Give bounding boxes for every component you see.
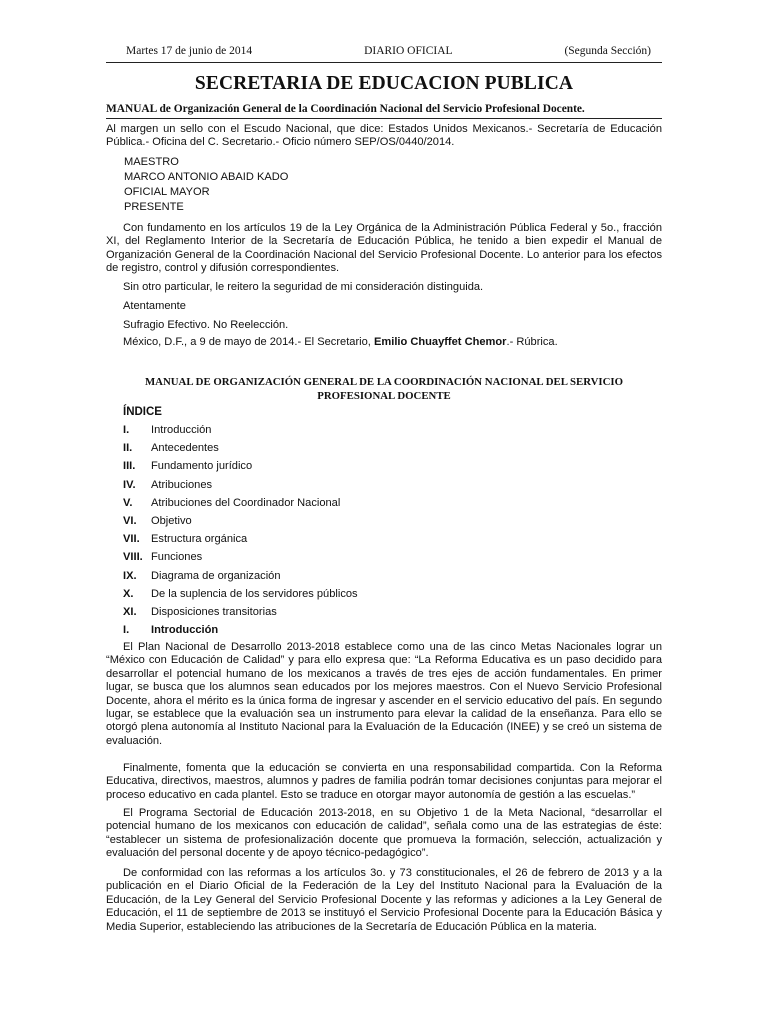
- index-item: [123, 460, 483, 478]
- address-line: PRESENTE: [124, 201, 184, 213]
- index-label: Disposiciones transitorias: [151, 605, 277, 618]
- index-label: Estructura orgánica: [151, 533, 248, 546]
- index-label: Funciones: [151, 551, 203, 564]
- index-item: [123, 479, 483, 497]
- index-item: [123, 515, 483, 533]
- index-number: IX.: [123, 569, 137, 582]
- signature-prefix: México, D.F., a 9 de mayo de 2014.- El Secretario,: [123, 336, 374, 348]
- index-number: XI.: [123, 605, 137, 618]
- intro-paragraph: De conformidad con las reformas a los artículos 3o. y 73 constitucionales, el 26 de febrero de 2013 y a la publicación en el Diario Oficial de la Federación de la Ley del Instituto Nacional para la Evaluación de la Educación, de la Ley General del Servicio Profesional Docente y las reformas y adiciones a la Ley General de Educación, el 11 de septiembre de 2013 se instituyó el Servicio Profesional Docente para la Educación Básica y Media Superior, estableciendo las atribuciones de la Secretaría de Educación Pública en la materia.: [106, 867, 662, 933]
- index-number: III.: [123, 460, 136, 473]
- index-item: [123, 424, 483, 442]
- letter-body: Con fundamento en los artículos 19 de la Ley Orgánica de la Administración Pública Federal y 5o., fracción XI, del Reglamento Interior de la Secretaría de Educación Pública, he tenido a bien expedir el Manual de Organización General de la Coordinación Nacional del Servicio Profesional Docente. Lo anterior para los efectos de registro, control y difusión correspondientes.: [106, 222, 662, 275]
- signature-suffix: .- Rúbrica.: [506, 336, 558, 348]
- index-number: VIII.: [123, 551, 143, 564]
- index-item: [123, 606, 483, 624]
- intro-paragraph: El Plan Nacional de Desarrollo 2013-2018 establece como una de las cinco Metas Nacionales lograr un “México con Educación de Calidad” y para ello expresa que: “La Reforma Educativa es un paso decidido para desarrollar el potencial humano de los mexicanos a través de tres ejes de acción fundamentales. En primer lugar, se busca que los alumnos sean educados por los mejores maestros. Con el Nuevo Servicio Profesional Docente, ahora el mérito es la única forma de ingresar y ascender en el servicio educativo del país. En segundo lugar, se establece que la evaluación sea un instrumento para elevar la calidad de la enseñanza. Para ello se otorgó plena autonomía al Instituto Nacional para la Evaluación de la Educación (INEE) y se creó un sistema de evaluación.: [106, 641, 662, 747]
- margin-note: Al margen un sello con el Escudo Nacional, que dice: Estados Unidos Mexicanos.- Secretaría de Educación Pública.- Oficina del C. Secretario.- Oficio número SEP/OS/0440/2014.: [106, 123, 662, 149]
- index-list: [123, 424, 483, 624]
- atentamente: Atentamente: [123, 300, 186, 312]
- index-item: [123, 442, 483, 460]
- addressee-block: [124, 156, 424, 216]
- index-item: [123, 570, 483, 588]
- section-number: I.: [123, 624, 130, 636]
- index-label: Atribuciones: [151, 478, 213, 491]
- index-number: VII.: [123, 533, 140, 546]
- letter-closing: Sin otro particular, le reitero la seguridad de mi consideración distinguida.: [123, 281, 484, 293]
- page-header: [126, 45, 651, 57]
- index-label: Diagrama de organización: [151, 569, 281, 582]
- header-date: Martes 17 de junio de 2014: [126, 45, 253, 57]
- index-number: I.: [123, 424, 130, 436]
- index-label: Antecedentes: [151, 442, 219, 455]
- index-item: [123, 551, 483, 569]
- header-rule: [106, 62, 662, 63]
- page-title: SECRETARIA DE EDUCACION PUBLICA: [194, 73, 574, 94]
- index-label: De la suplencia de los servidores públicos: [151, 587, 358, 600]
- subtitle-rule: [106, 118, 662, 119]
- index-number: X.: [123, 587, 134, 600]
- index-number: V.: [123, 496, 133, 509]
- index-number: IV.: [123, 478, 136, 491]
- index-label: Fundamento jurídico: [151, 460, 253, 473]
- signature-line: [106, 336, 662, 349]
- header-paper: DIARIO OFICIAL: [364, 45, 453, 57]
- sufragio: Sufragio Efectivo. No Reelección.: [123, 319, 289, 331]
- signatory-name: Emilio Chuayffet Chemor: [373, 336, 507, 348]
- index-item: [123, 497, 483, 515]
- manual-title: MANUAL DE ORGANIZACIÓN GENERAL DE LA COORDINACIÓN NACIONAL DEL SERVICIO PROFESIONAL DOCENTE: [144, 376, 624, 402]
- index-heading: ÍNDICE: [123, 406, 162, 418]
- address-line: OFICIAL MAYOR: [124, 186, 210, 198]
- document-subtitle: MANUAL de Organización General de la Coordinación Nacional del Servicio Profesional Docente.: [106, 103, 585, 115]
- index-item: [123, 533, 483, 551]
- index-item: [123, 588, 483, 606]
- address-line: MARCO ANTONIO ABAID KADO: [124, 171, 289, 183]
- index-number: VI.: [123, 514, 137, 527]
- index-number: II.: [123, 442, 133, 455]
- index-label: Introducción: [151, 424, 212, 436]
- header-section: (Segunda Sección): [564, 45, 651, 57]
- section-label: Introducción: [151, 624, 219, 636]
- index-label: Objetivo: [151, 514, 192, 527]
- index-label: Atribuciones del Coordinador Nacional: [151, 496, 341, 509]
- intro-paragraph: El Programa Sectorial de Educación 2013-2018, en su Objetivo 1 de la Meta Nacional, “desarrollar el potencial humano de los mexicanos con educación de calidad”, señala como una de las estrategias de éste: “establecer un sistema de profesionalización docente que promueva la formación, selección, actualización y evaluación del personal docente y de apoyo técnico-pedagógico”.: [106, 807, 662, 860]
- address-line: MAESTRO: [124, 156, 179, 168]
- intro-paragraph: Finalmente, fomenta que la educación se convierta en una responsabilidad compartida. Con la Reforma Educativa, directivos, maestros, alumnos y padres de familia podrán tomar decisiones conjuntas para mejorar el proceso educativo en cada plantel. Esto se traduce en otorgar mayor autonomía de gestión a las escuelas.”: [106, 762, 662, 801]
- section-heading: [123, 624, 218, 636]
